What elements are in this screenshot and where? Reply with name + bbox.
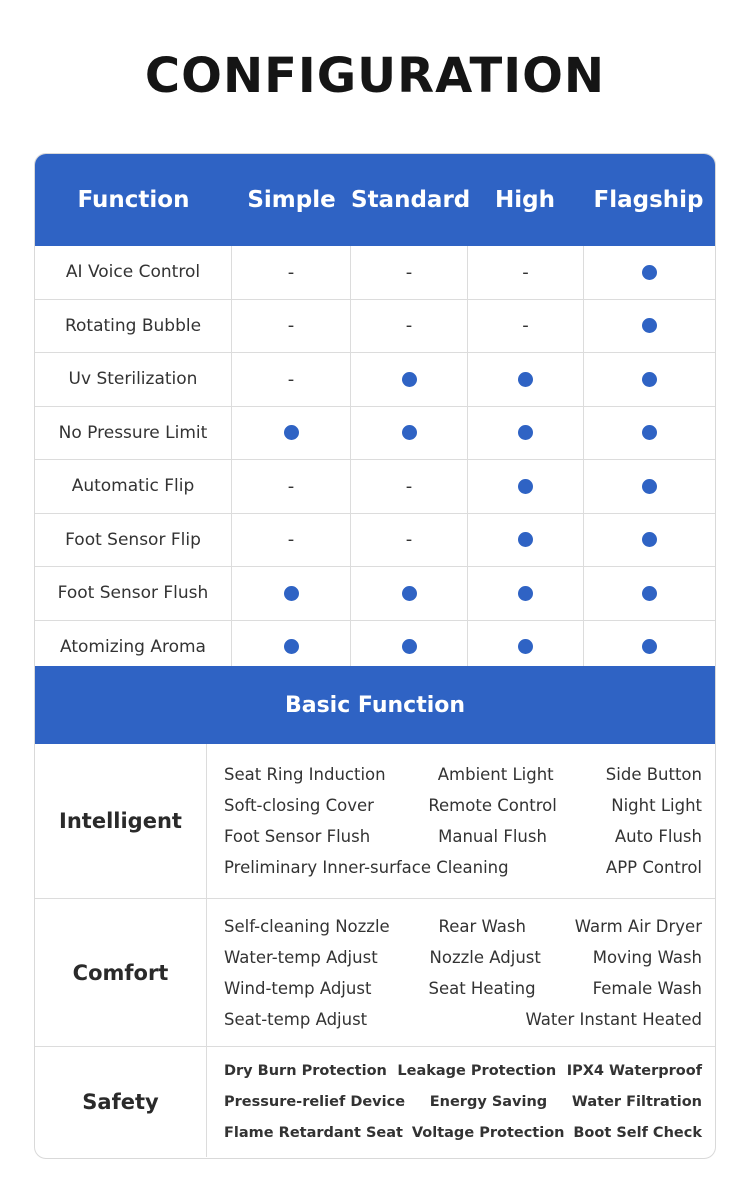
feature-value-cell	[351, 514, 468, 567]
function-item: Water Instant Heated	[525, 1009, 702, 1029]
included-dot-icon	[642, 532, 657, 547]
included-dot-icon	[642, 372, 657, 387]
function-item-row	[224, 942, 702, 973]
included-dot-icon	[518, 639, 533, 654]
not-included-dash: -	[522, 261, 529, 283]
function-item: Flame Retardant Seat	[224, 1125, 403, 1141]
not-included-dash: -	[522, 315, 529, 337]
function-group-label: Comfort	[35, 899, 207, 1046]
included-dot-icon	[284, 586, 299, 601]
included-dot-icon	[518, 532, 533, 547]
included-dot-icon	[518, 372, 533, 387]
feature-value-cell	[232, 300, 351, 353]
table-row	[35, 567, 715, 621]
included-dot-icon	[518, 586, 533, 601]
header-standard: Standard	[351, 187, 471, 213]
function-item: Auto Flush	[614, 827, 702, 846]
function-item: Boot Self Check	[573, 1125, 702, 1141]
header-function: Function	[77, 187, 190, 213]
included-dot-icon	[284, 425, 299, 440]
function-item: Wind-temp Adjust	[224, 978, 372, 998]
function-item: Night Light	[611, 796, 702, 815]
feature-value-cell	[351, 567, 468, 620]
feature-value-cell	[232, 460, 351, 513]
function-group-items	[207, 899, 715, 1046]
feature-value-cell	[468, 460, 584, 513]
feature-value-cell	[232, 353, 351, 406]
table-row	[35, 300, 715, 354]
feature-name: Atomizing Aroma	[35, 621, 232, 674]
feature-value-cell	[351, 407, 468, 460]
feature-value-cell	[351, 300, 468, 353]
included-dot-icon	[518, 425, 533, 440]
not-included-dash: -	[287, 368, 295, 390]
function-item: Manual Flush	[438, 827, 547, 846]
header-flagship: Flagship	[593, 187, 704, 213]
function-item: Seat-temp Adjust	[224, 1009, 368, 1029]
included-dot-icon	[284, 639, 299, 654]
feature-value-cell	[468, 514, 584, 567]
feature-value-cell	[232, 246, 351, 299]
header-high: High	[495, 187, 555, 213]
feature-value-cell	[584, 407, 715, 460]
function-item-row	[224, 1004, 702, 1035]
function-group-items	[207, 1047, 715, 1157]
feature-value-cell	[351, 353, 468, 406]
table-row	[35, 407, 715, 461]
function-item-row	[224, 1087, 702, 1118]
function-item-row	[224, 973, 702, 1004]
table-row	[35, 514, 715, 568]
included-dot-icon	[642, 586, 657, 601]
feature-name: Foot Sensor Flip	[35, 514, 232, 567]
feature-name: AI Voice Control	[35, 246, 232, 299]
function-item-row	[224, 790, 702, 821]
function-item: Remote Control	[428, 796, 557, 815]
included-dot-icon	[518, 479, 533, 494]
not-included-dash: -	[405, 315, 413, 337]
feature-value-cell	[232, 514, 351, 567]
included-dot-icon	[402, 586, 417, 601]
feature-value-cell	[232, 407, 351, 460]
basic-function-heading: Basic Function	[35, 666, 715, 744]
function-item: Ambient Light	[437, 765, 554, 784]
feature-value-cell	[351, 246, 468, 299]
feature-name: Uv Sterilization	[35, 353, 232, 406]
feature-name: Foot Sensor Flush	[35, 567, 232, 620]
feature-value-cell	[468, 567, 584, 620]
feature-value-cell	[232, 567, 351, 620]
function-item: Energy Saving	[429, 1094, 548, 1110]
function-item-row	[224, 759, 702, 790]
feature-value-cell	[468, 353, 584, 406]
function-item: Rear Wash	[438, 916, 526, 936]
included-dot-icon	[642, 425, 657, 440]
function-item-row	[224, 1056, 702, 1087]
feature-name: No Pressure Limit	[35, 407, 232, 460]
not-included-dash: -	[405, 529, 413, 551]
feature-value-cell	[584, 353, 715, 406]
included-dot-icon	[402, 372, 417, 387]
function-group-label: Intelligent	[35, 744, 207, 898]
page-title: CONFIGURATION	[144, 48, 606, 104]
included-dot-icon	[642, 479, 657, 494]
feature-value-cell	[468, 407, 584, 460]
feature-value-cell	[468, 246, 584, 299]
table-row	[35, 353, 715, 407]
function-item: Voltage Protection	[411, 1125, 565, 1141]
function-item: Preliminary Inner-surface Cleaning	[224, 858, 509, 877]
not-included-dash: -	[287, 475, 295, 497]
function-item: Water Filtration	[571, 1094, 702, 1110]
included-dot-icon	[402, 639, 417, 654]
function-item: Self-cleaning Nozzle	[224, 916, 390, 936]
function-item: Female Wash	[592, 978, 702, 998]
feature-value-cell	[584, 460, 715, 513]
function-group-label: Safety	[35, 1047, 207, 1157]
feature-value-cell	[584, 514, 715, 567]
function-group-items	[207, 744, 715, 898]
feature-value-cell	[584, 300, 715, 353]
function-item: Seat Heating	[428, 978, 536, 998]
feature-value-cell	[584, 246, 715, 299]
function-item: Seat Ring Induction	[224, 765, 386, 784]
table-row	[35, 460, 715, 514]
function-item: Moving Wash	[592, 947, 702, 967]
function-item: Pressure-relief Device	[224, 1094, 406, 1110]
basic-function-groups	[35, 744, 715, 1157]
not-included-dash: -	[287, 261, 295, 283]
not-included-dash: -	[287, 529, 295, 551]
function-item: Water-temp Adjust	[224, 947, 378, 967]
not-included-dash: -	[405, 261, 413, 283]
table-row	[35, 246, 715, 300]
function-item-row	[224, 852, 702, 883]
included-dot-icon	[642, 318, 657, 333]
not-included-dash: -	[405, 475, 413, 497]
function-group	[35, 899, 715, 1047]
feature-rows	[35, 246, 715, 673]
function-item: Warm Air Dryer	[574, 916, 702, 936]
included-dot-icon	[402, 425, 417, 440]
configuration-card	[34, 153, 716, 1159]
included-dot-icon	[642, 639, 657, 654]
feature-name: Automatic Flip	[35, 460, 232, 513]
function-item: Side Button	[605, 765, 702, 784]
function-item: IPX4 Waterproof	[566, 1063, 702, 1079]
function-item-row	[224, 911, 702, 942]
not-included-dash: -	[287, 315, 295, 337]
feature-name: Rotating Bubble	[35, 300, 232, 353]
function-item: Foot Sensor Flush	[224, 827, 371, 846]
function-item: Nozzle Adjust	[429, 947, 541, 967]
function-group	[35, 744, 715, 899]
function-item-row	[224, 821, 702, 852]
feature-value-cell	[351, 460, 468, 513]
header-simple: Simple	[247, 187, 336, 213]
function-item: Leakage Protection	[397, 1063, 557, 1079]
included-dot-icon	[642, 265, 657, 280]
table-header	[35, 154, 715, 246]
feature-value-cell	[584, 567, 715, 620]
function-item-row	[224, 1118, 702, 1149]
function-item: Soft-closing Cover	[224, 796, 374, 815]
function-group	[35, 1047, 715, 1157]
feature-value-cell	[468, 300, 584, 353]
function-item: APP Control	[605, 858, 702, 877]
function-item: Dry Burn Protection	[224, 1063, 387, 1079]
